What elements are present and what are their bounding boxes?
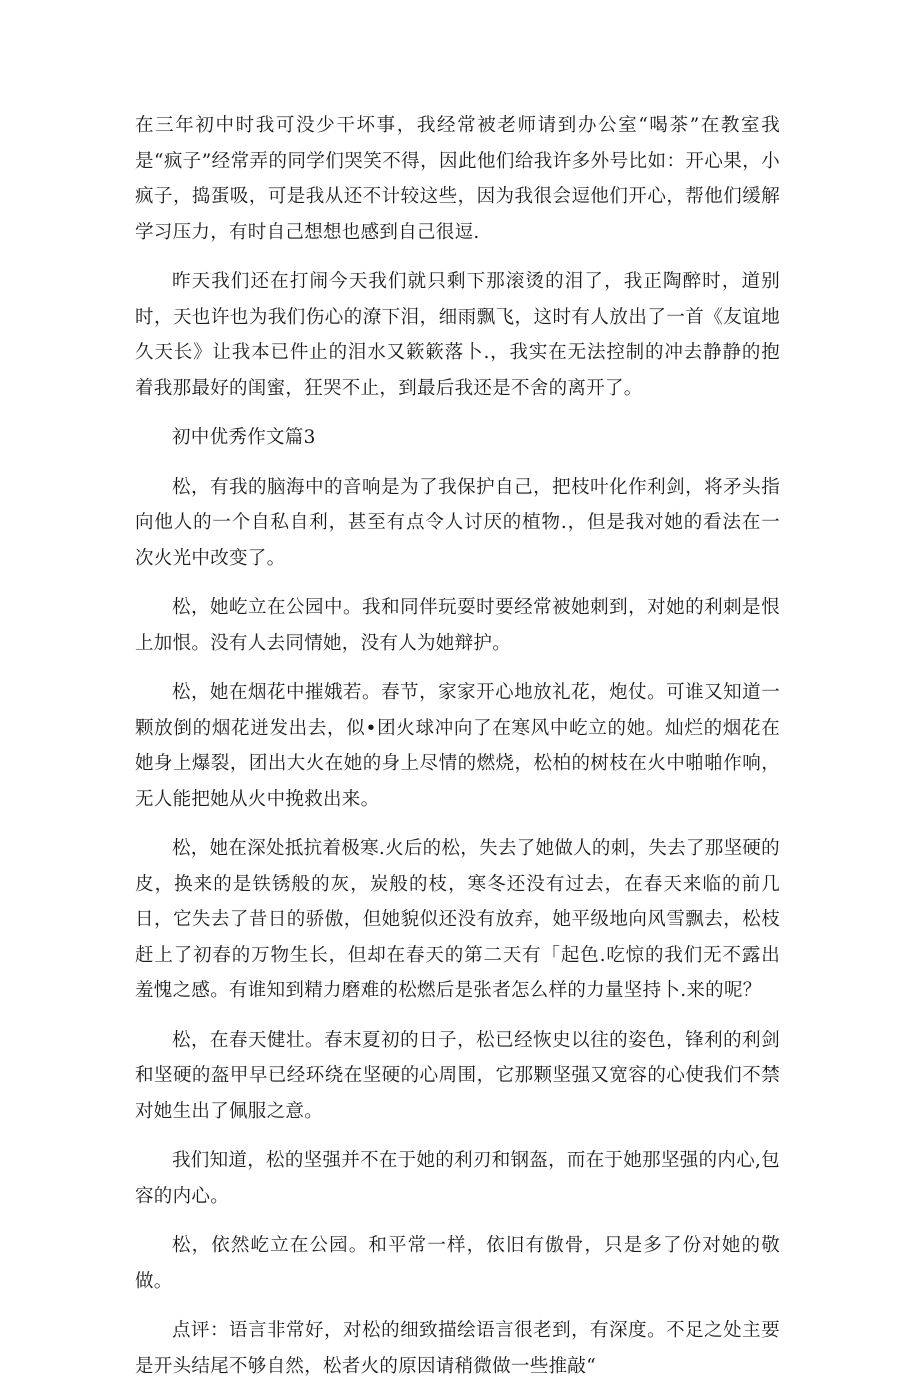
paragraph: 松，依然屹立在公园。和平常一样，依旧有傲骨，只是多了份对她的敬做。 xyxy=(135,1235,780,1292)
paragraph: 昨天我们还在打闹今天我们就只剩下那滚烫的泪了，我正陶醉时，道别时，天也许也为我们伤心的潦下泪，细雨飘飞，这时有人放出了一首《友谊地久天长》让我本已件止的泪水又簌簌落卜.，我实在无法控制的冲去静静的抱着我那最好的闺蜜，狂哭不止，到最后我还是不舍的离开了。 xyxy=(135,271,780,399)
paragraph: 在三年初中时我可没少干坏事，我经常被老师请到办公室“喝茶”在教室我是“疯子”经常弄的同学们哭笑不得，因此他们给我许多外号比如：开心果，小疯子，捣蛋吸，可是我从还不计较这些，因为我很会逗他们开心，帮他们缓解学习压力，有时自己想想也感到自己很逗. xyxy=(135,115,780,243)
document-body xyxy=(135,108,780,1398)
paragraph: 松，有我的脑海中的音响是为了我保护自己，把枝叶化作利剑，将矛头指向他人的一个自私自利，甚至有点令人讨厌的植物.，但是我对她的看法在一次火光中改变了。 xyxy=(135,476,780,569)
paragraph: 松，在春天健壮。春末夏初的日子，松已经恢史以往的姿色，锋利的利剑和坚硬的盔甲早已经环绕在坚硬的心周围，它那颗坚强又宽容的心使我们不禁对她生出了佩服之意。 xyxy=(135,1029,780,1122)
commentary-paragraph: 点评：语言非常好，对松的细致描绘语言很老到，有深度。不足之处主要是开头结尾不够自然，松者火的原因请稍微做一些推敲“ xyxy=(135,1320,780,1377)
section-heading: 初中优秀作文篇3 xyxy=(172,427,316,448)
paragraph: 松，她屹立在公园中。我和同伴玩耍时要经常被她刺到，对她的利刺是恨上加恨。没有人去同情她，没有人为她辩护。 xyxy=(135,597,780,654)
paragraph: 松，她在深处抵抗着极寒.火后的松，失去了她做人的刺，失去了那坚硬的皮，换来的是铁锈般的灰，炭般的枝，寒冬还没有过去，在春天来临的前几日，它失去了昔日的骄傲，但她貌似还没有放弃，她平级地向风雪飘去，松枝赶上了初春的万物生长，但却在春天的第二天有「起色.吃惊的我们无不露出羞愧之感。有谁知到精力磨难的松燃后是张者怎么样的力量坚持卜.来的呢？ xyxy=(135,838,780,1001)
paragraph: 松，她在烟花中摧娥若。春节，家家开心地放礼花，炮仗。可谁又知道一颗放倒的烟花迸发出去，似•团火球冲向了在寒风中屹立的她。灿烂的烟花在她身上爆裂，团出大火在她的身上尽情的燃烧，松柏的树枝在火中啪啪作响，无人能把她从火中挽救出来。 xyxy=(135,682,780,810)
paragraph: 我们知道，松的坚强并不在于她的利刃和钢盔，而在于她那坚强的内心,包容的内心。 xyxy=(135,1150,780,1207)
